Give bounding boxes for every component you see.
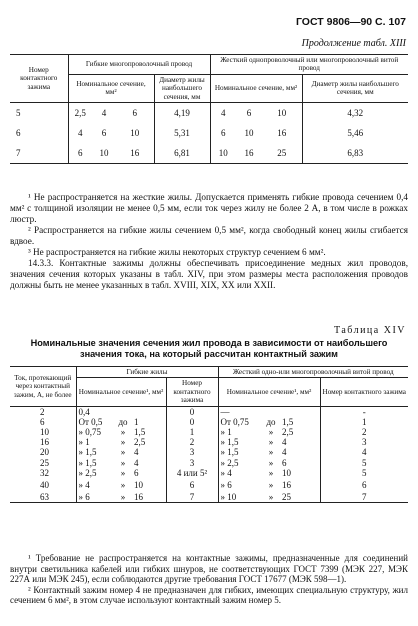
cell-number: 7 <box>10 143 68 164</box>
col-nominal-flex: Номинальное сечение, мм² <box>68 74 154 102</box>
cell: » <box>268 447 274 458</box>
table-row <box>10 468 408 478</box>
cell-current: 16 <box>10 437 76 447</box>
cell: 16 <box>132 492 166 503</box>
cell: » 1 <box>78 437 90 448</box>
table-row <box>10 447 408 457</box>
table-row <box>10 123 408 143</box>
cell: 5 <box>362 467 367 478</box>
table-row <box>10 103 408 124</box>
cell-current: 2 <box>10 406 76 417</box>
cell: 6 <box>166 478 218 492</box>
table-row <box>10 427 408 437</box>
cell: 2,5 <box>280 427 320 437</box>
cell: 10 <box>92 143 116 164</box>
col-rigid-group: Жесткий одно-или многопроволочный витой провод <box>218 367 408 378</box>
col-diameter-flex: Диаметр жилы наибольшего сечения, мм <box>154 74 210 102</box>
table-row <box>10 406 408 417</box>
cell: 10 <box>116 123 154 143</box>
cell: 6 <box>132 468 166 478</box>
table-14 <box>10 366 408 503</box>
col-nominal-rigid: Номинальное сечение¹, мм² <box>218 378 320 406</box>
cell: 0,4 <box>78 406 90 417</box>
cell <box>132 406 166 417</box>
col-diameter-rigid: Диаметр жилы наибольшего сечения, мм <box>302 74 408 102</box>
cell: 25 <box>280 492 320 503</box>
cell: 2,5 <box>132 437 166 447</box>
cell: » <box>268 437 274 448</box>
table-row <box>10 143 408 164</box>
cell: 10 <box>244 128 254 139</box>
standard-number: ГОСТ 9806—90 С. 107 <box>295 16 406 28</box>
cell: » <box>120 479 126 490</box>
cell: 10 <box>132 478 166 492</box>
cell: » <box>268 457 274 468</box>
cell-current: 20 <box>10 447 76 457</box>
cell: 1,5 <box>132 427 166 437</box>
cell: - <box>362 406 366 417</box>
page-header <box>10 16 406 30</box>
cell: 4 <box>280 437 320 447</box>
cell: » 1,5 <box>78 447 97 458</box>
cell: » 1,5 <box>220 447 239 458</box>
col-contact-number: Номер контактного зажима <box>10 55 68 103</box>
table-14-title: Номинальные значения сечения жил провода в зависимости от наибольшего значения тока, на который рассчитан контактный зажим <box>30 338 388 359</box>
cell: 6,83 <box>302 143 408 164</box>
cell: 1 <box>132 417 166 427</box>
cell: 7 <box>166 492 218 503</box>
table-14-label: Таблица XIV <box>333 325 406 336</box>
cell: » 2,5 <box>220 457 239 468</box>
cell: » 1,5 <box>220 437 239 448</box>
cell: » <box>262 492 280 503</box>
cell: 6 <box>280 458 320 468</box>
col-nominal-flex: Номинальное сечение¹, мм² <box>76 378 166 406</box>
cell: » 0,75 <box>78 427 101 438</box>
cell: 3 <box>362 437 367 448</box>
cell: 3 <box>166 458 218 468</box>
cell: 6 <box>246 108 252 119</box>
cell: 4 <box>221 108 226 119</box>
cell: 7 <box>320 492 408 503</box>
cell: 4 <box>78 128 83 139</box>
footnote: ¹ Не распространяется на жесткие жилы. Допускается применять гибкие провода сечением 0,4 мм² с толщиной изоляции не менее 0,5 мм, если ток через жилу не более 2 А, в том числе в рожках люстр. <box>10 192 408 224</box>
cell: 6 <box>362 479 367 490</box>
cell: 10 <box>210 143 236 164</box>
cell: 0 <box>166 406 218 417</box>
table-row <box>10 478 408 492</box>
cell: 2 <box>362 427 367 438</box>
cell: 2 <box>166 437 218 447</box>
cell: » <box>120 427 126 438</box>
col-number-flex: Номер контактного зажима <box>166 378 218 406</box>
cell-current: 6 <box>10 417 76 427</box>
cell: » 2,5 <box>78 467 97 478</box>
cell: » 6 <box>220 479 232 490</box>
cell: » <box>268 467 274 478</box>
cell: » 4 <box>220 467 232 478</box>
cell: 3 <box>166 447 218 457</box>
cell: 1 <box>166 427 218 437</box>
cell: — <box>220 406 230 417</box>
footnote: ² Контактный зажим номер 4 не предназначен для гибких, имеющих специальную структуру, жил сечением 6 мм², в этом случае используют контактный зажим номер 5. <box>10 584 408 605</box>
cell: » <box>120 447 126 458</box>
cell: » <box>120 467 126 478</box>
clause-paragraph: 14.3.3. Контактные зажимы должны обеспечивать присоединение медных жил проводов, значения сечения которых указаны в табл. XIV, при этом размеры места расположения проводов должны быть не менее указанных в табл. XVIII, XIX, XX или XXII. <box>10 258 408 290</box>
col-flexible-group: Гибкие жилы <box>76 367 218 378</box>
table-row <box>10 458 408 468</box>
cell: 4 <box>280 447 320 457</box>
cell: » <box>114 492 132 503</box>
col-flexible-group: Гибкие многопроволочный провод <box>68 55 210 75</box>
cell: 4 или 5² <box>166 468 218 478</box>
cell: 6 <box>221 128 226 139</box>
col-nominal-rigid: Номинальное сечение, мм² <box>210 74 302 102</box>
cell: » 10 <box>218 492 262 503</box>
cell <box>280 406 320 417</box>
table-row <box>10 492 408 503</box>
cell: » <box>268 427 274 438</box>
cell: » 4 <box>78 479 90 490</box>
cell-current: 63 <box>10 492 76 503</box>
cell: 6,81 <box>154 143 210 164</box>
footnote: ² Распространяется на гибкие жилы сечением 0,5 мм², когда свободный конец жилы сгибается вдвое. <box>10 225 408 246</box>
cell <box>262 406 280 417</box>
cell: 4 <box>362 447 367 458</box>
cell: » <box>120 437 126 448</box>
table-continued-caption: Продолжение табл. XIII <box>301 38 406 49</box>
cell: 16 <box>262 123 302 143</box>
cell <box>114 406 132 417</box>
cell-current: 32 <box>10 468 76 478</box>
cell: до <box>266 416 276 427</box>
footnote: ¹ Требование не распространяется на контактные зажимы, предназначенные для соединений внутри светильника кабелей или гибких шнуров, не соответствующих ГОСТ 7399 (МЭК 227, МЭК 227А или МЭК 245), если соблюдаются другие требования ГОСТ 17677 (МЭК 598—1). <box>10 553 408 584</box>
cell: От 0,75 <box>220 416 249 427</box>
cell: 10 <box>280 468 320 478</box>
cell: 25 <box>262 143 302 164</box>
cell-number: 5 <box>10 103 68 124</box>
cell: 4,32 <box>347 108 364 119</box>
footnote: ³ Не распространяется на гибкие жилы некоторых структур сечением 6 мм². <box>28 247 326 257</box>
cell-number: 6 <box>10 123 68 143</box>
table-13 <box>10 54 408 164</box>
cell: 5,31 <box>154 123 210 143</box>
table-14-notes <box>10 553 408 606</box>
cell: 4 <box>101 108 107 119</box>
table-row <box>10 437 408 447</box>
cell: 2,5 <box>74 108 86 119</box>
col-number-rigid: Номер контактного зажима <box>320 378 408 406</box>
cell: 1 <box>362 416 367 427</box>
cell: » 1,5 <box>78 457 97 468</box>
cell-current: 10 <box>10 427 76 437</box>
cell: 6 <box>116 103 154 124</box>
cell: 6 <box>68 143 92 164</box>
cell: » <box>268 479 274 490</box>
cell: 6 <box>101 128 107 139</box>
cell: 16 <box>236 143 262 164</box>
cell: » 1 <box>220 427 232 438</box>
table-13-notes <box>10 192 408 291</box>
cell: » 6 <box>76 492 114 503</box>
cell: 5 <box>362 457 367 468</box>
cell: до <box>118 416 128 427</box>
cell-current: 40 <box>10 478 76 492</box>
cell: 10 <box>262 103 302 124</box>
col-current: Ток, протекающий через контактный зажим, А, не более <box>10 367 76 407</box>
cell: 4 <box>132 447 166 457</box>
cell: 16 <box>280 478 320 492</box>
cell: 1,5 <box>280 417 320 427</box>
table-row <box>10 417 408 427</box>
cell: 5,46 <box>347 128 364 139</box>
col-rigid-group: Жесткий однопроволочный или многопроволочный витой провод <box>210 55 408 75</box>
cell: 0 <box>166 417 218 427</box>
cell: От 0,5 <box>78 416 103 427</box>
cell: 16 <box>116 143 154 164</box>
cell-current: 25 <box>10 458 76 468</box>
cell: » <box>120 457 126 468</box>
cell: 4,19 <box>154 103 210 124</box>
cell: 4 <box>132 458 166 468</box>
